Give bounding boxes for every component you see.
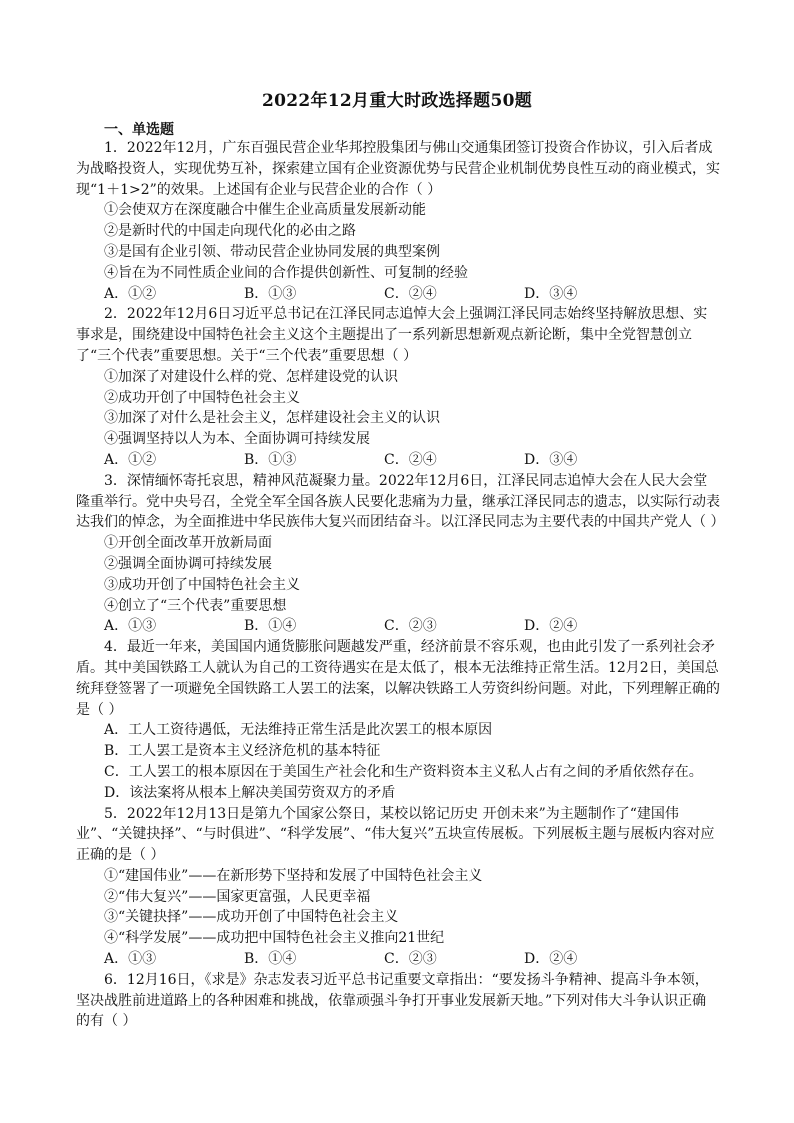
- choice-b: B．①④: [244, 951, 297, 968]
- choice-d: D．③④: [524, 285, 578, 302]
- statement: ②是新时代的中国走向现代化的必由之路: [104, 223, 356, 240]
- statement: ③是国有企业引领、带动民营企业协同发展的典型案例: [104, 243, 440, 260]
- question-4: [76, 637, 720, 803]
- choice-d: D．②④: [524, 951, 578, 968]
- choice-d: D．该法案将从根本上解决美国劳资双方的矛盾: [104, 784, 396, 801]
- choice-a: A．工人工资待遇低，无法维持正常生活是此次罢工的根本原因: [104, 722, 493, 739]
- question-3: [76, 471, 725, 637]
- question-5: [76, 804, 720, 970]
- answer-choices: [76, 949, 720, 970]
- question-2: [76, 304, 720, 470]
- answer-choices: [76, 616, 720, 637]
- choice-c: C．②④: [384, 451, 437, 468]
- question-stem: 2．2022年12月6日习近平总书记在江泽民同志追悼大会上强调江泽民同志始终坚持解放思想、实事求是，围绕建设中国特色社会主义这个主题提出了一系列新思想新观点新论断，集中全党智慧创立了“三个代表”重要思想。关于“三个代表”重要思想（ ）: [76, 306, 708, 364]
- choice-c: C．工人罢工的根本原因在于美国生产社会化和生产资料资本主义私人占有之间的矛盾依然存在。: [104, 763, 703, 780]
- choice-b: B．①③: [244, 285, 297, 302]
- statement: ④旨在为不同性质企业间的合作提供创新性、可复制的经验: [104, 264, 468, 281]
- answer-choices: [76, 450, 720, 471]
- statement: ②“伟大复兴”——国家更富强，人民更幸福: [104, 888, 371, 905]
- choice-c: C．②④: [384, 285, 437, 302]
- statement: ②成功开创了中国特色社会主义: [104, 389, 300, 406]
- statement: ①“建国伟业”——在新形势下坚持和发展了中国特色社会主义: [104, 867, 483, 884]
- question-stem: 3．深情缅怀寄托哀思，精神风范凝聚力量。2022年12月6日，江泽民同志追悼大会在人民大会堂隆重举行。党中央号召，全党全军全国各族人民要化悲痛为力量，继承江泽民同志的遗志，以实际行动表达我们的悼念，为全面推进中华民族伟大复兴而团结奋斗。以江泽民同志为主要代表的中国共产党人（ ）: [76, 472, 725, 531]
- statement: ③成功开创了中国特色社会主义: [104, 576, 300, 593]
- question-1: [76, 138, 720, 304]
- statement: ①会使双方在深度融合中催生企业高质量发展新动能: [104, 202, 426, 219]
- statement: ④“科学发展”——成功把中国特色社会主义推向21世纪: [104, 930, 445, 947]
- choice-b: B．工人罢工是资本主义经济危机的基本特征: [104, 743, 381, 760]
- choice-b: B．①③: [244, 451, 297, 468]
- choice-a: A．①③: [104, 618, 157, 635]
- page-title: 2022年12月重大时政选择题50题: [261, 91, 533, 111]
- question-stem: 5．2022年12月13日是第九个国家公祭日，某校以铭记历史 开创未来”为主题制作了“建国伟业”、“关键抉择”、“与时俱进”、“科学发展”、“伟大复兴”五块宣传展板。下列展板主题与展板内容对应正确的是（ ）: [76, 805, 715, 864]
- section-heading: 一、单选题: [104, 122, 174, 138]
- choice-a: A．①②: [104, 451, 157, 468]
- choice-b: B．①④: [244, 618, 297, 635]
- choice-c: C．②③: [384, 951, 437, 968]
- answer-choices: [76, 284, 720, 305]
- question-6: [76, 970, 720, 1032]
- statement: ②强调全面协调可持续发展: [104, 555, 272, 572]
- statement: ④创立了“三个代表”重要思想: [104, 597, 287, 614]
- statement: ①开创全面改革开放新局面: [104, 535, 272, 552]
- choice-a: A．①②: [104, 285, 157, 302]
- choice-d: D．②④: [524, 618, 578, 635]
- question-stem: 4．最近一年来，美国国内通货膨胀问题越发严重，经济前景不容乐观，也由此引发了一系列社会矛盾。其中美国铁路工人就认为自己的工资待遇实在是太低了，根本无法维持正常生活。12月2日，美国总统拜登签署了一项避免全国铁路工人罢工的法案，以解决铁路工人劳资纠纷问题。对此，下列理解正确的是（ ）: [76, 639, 720, 718]
- question-stem: 1．2022年12月，广东百强民营企业华邦控股集团与佛山交通集团签订投资合作协议，引入后者成为战略投资人，实现优势互补，探索建立国有企业资源优势与民营企业机制优势良性互动的商业模式，实现“1＋1>2”的效果。上述国有企业与民营企业的合作（ ）: [76, 140, 720, 198]
- question-stem: 6．12月16日，《求是》杂志发表习近平总书记重要文章指出：“要发扬斗争精神、提高斗争本领，坚决战胜前进道路上的各种困难和挑战，依靠顽强斗争打开事业发展新天地。”下列对伟大斗争认识正确的有（ ）: [76, 971, 709, 1030]
- choice-a: A．①③: [104, 951, 157, 968]
- statement: ③加深了对什么是社会主义，怎样建设社会主义的认识: [104, 410, 440, 427]
- choice-d: D．③④: [524, 451, 578, 468]
- statement: ①加深了对建设什么样的党、怎样建设党的认识: [104, 368, 398, 385]
- question-list: [76, 138, 725, 1032]
- choice-c: C．②③: [384, 618, 437, 635]
- statement: ③“关键抉择”——成功开创了中国特色社会主义: [104, 909, 399, 926]
- statement: ④强调坚持以人为本、全面协调可持续发展: [104, 431, 370, 448]
